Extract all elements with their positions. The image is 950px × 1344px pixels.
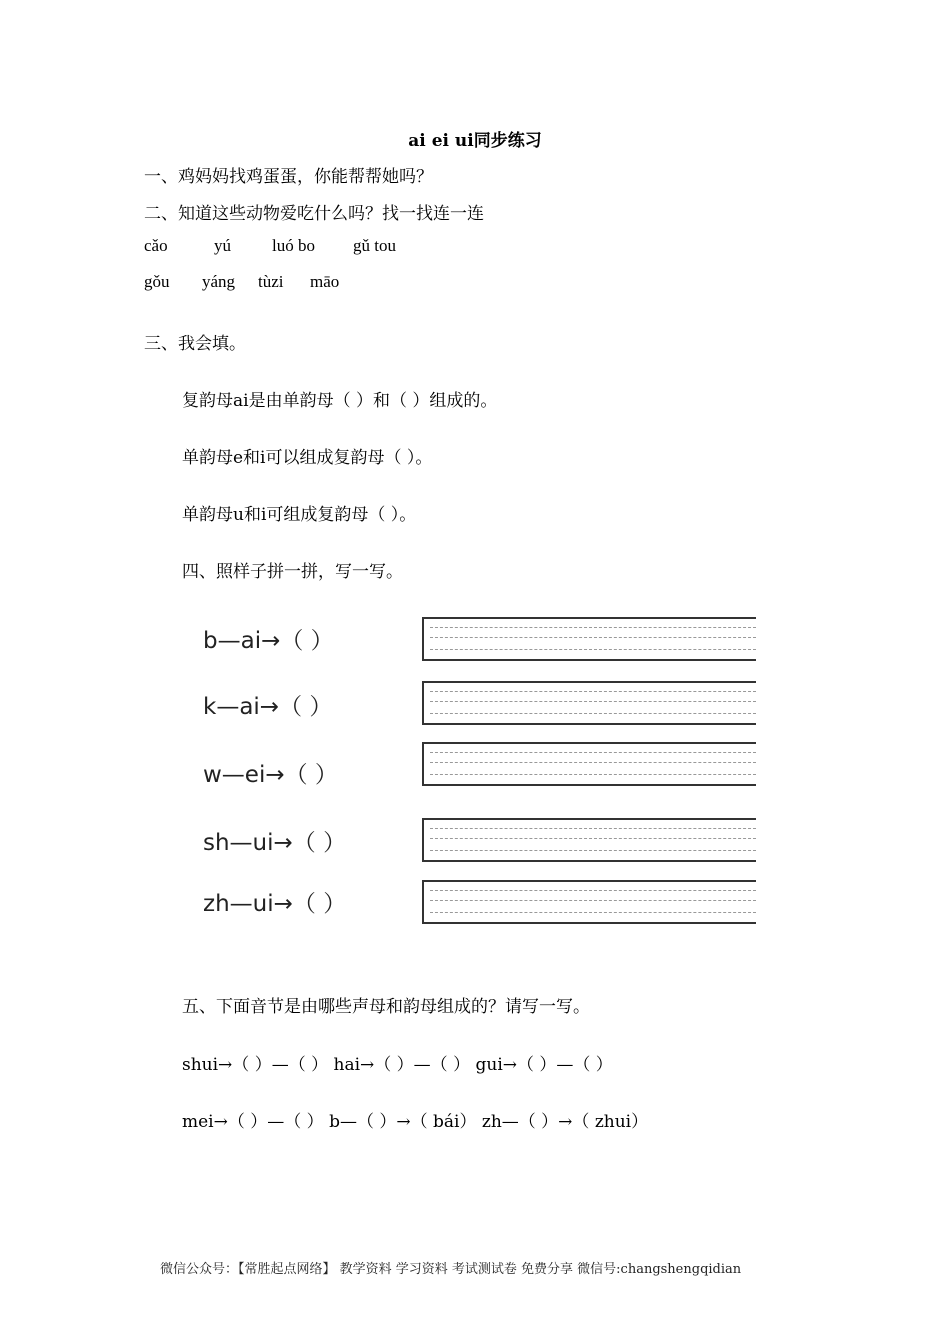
- animal-word: māo: [310, 272, 340, 291]
- animal-word: yáng: [202, 272, 236, 291]
- question-1: 一、鸡妈妈找鸡蛋蛋，你能帮帮她吗？: [144, 167, 433, 187]
- food-word: luó bo: [272, 236, 315, 255]
- spelling-label: b—ai→（ ）: [203, 628, 334, 654]
- question-4: 四、照样子拼一拼，写一写。: [182, 562, 403, 582]
- spelling-label: sh—ui→（ ）: [203, 830, 347, 856]
- q3-item: 单韵母e和i可以组成复韵母（ ）。: [182, 448, 433, 468]
- q3-item: 复韵母ai是由单韵母（ ）和（ ）组成的。: [182, 391, 498, 411]
- writing-box[interactable]: [422, 742, 756, 786]
- animal-word: gǒu: [144, 272, 170, 291]
- q3-item: 单韵母u和i可组成复韵母（ ）。: [182, 505, 417, 525]
- question-5: 五、下面音节是由哪些声母和韵母组成的？请写一写。: [182, 997, 590, 1017]
- animal-word: tùzi: [258, 272, 284, 291]
- spelling-label: k—ai→（ ）: [203, 694, 333, 720]
- food-word: gǔ tou: [353, 236, 396, 255]
- writing-box[interactable]: [422, 681, 756, 725]
- writing-box[interactable]: [422, 880, 756, 924]
- writing-box[interactable]: [422, 818, 756, 862]
- spelling-label: zh—ui→（ ）: [203, 891, 347, 917]
- q5-line: mei→（ ）—（ ） b—（ ）→（ bái） zh—（ ）→（ zhui）: [182, 1112, 649, 1132]
- footer-text: 微信公众号：【常胜起点网络】 教学资料 学习资料 考试测试卷 免费分享 微信号:changshengqidian: [160, 1262, 742, 1277]
- q5-line: shui→（ ）—（ ） hai→（ ）—（ ） gui→（ ）—（ ）: [182, 1055, 613, 1075]
- question-3: 三、我会填。: [144, 334, 246, 354]
- spelling-label: w—ei→（ ）: [203, 762, 338, 788]
- food-word: cǎo: [144, 236, 168, 255]
- writing-box[interactable]: [422, 617, 756, 661]
- question-2: 二、知道这些动物爱吃什么吗？找一找连一连: [144, 204, 484, 224]
- food-word: yú: [214, 236, 231, 255]
- page-title: ai ei ui同步练习: [408, 131, 542, 151]
